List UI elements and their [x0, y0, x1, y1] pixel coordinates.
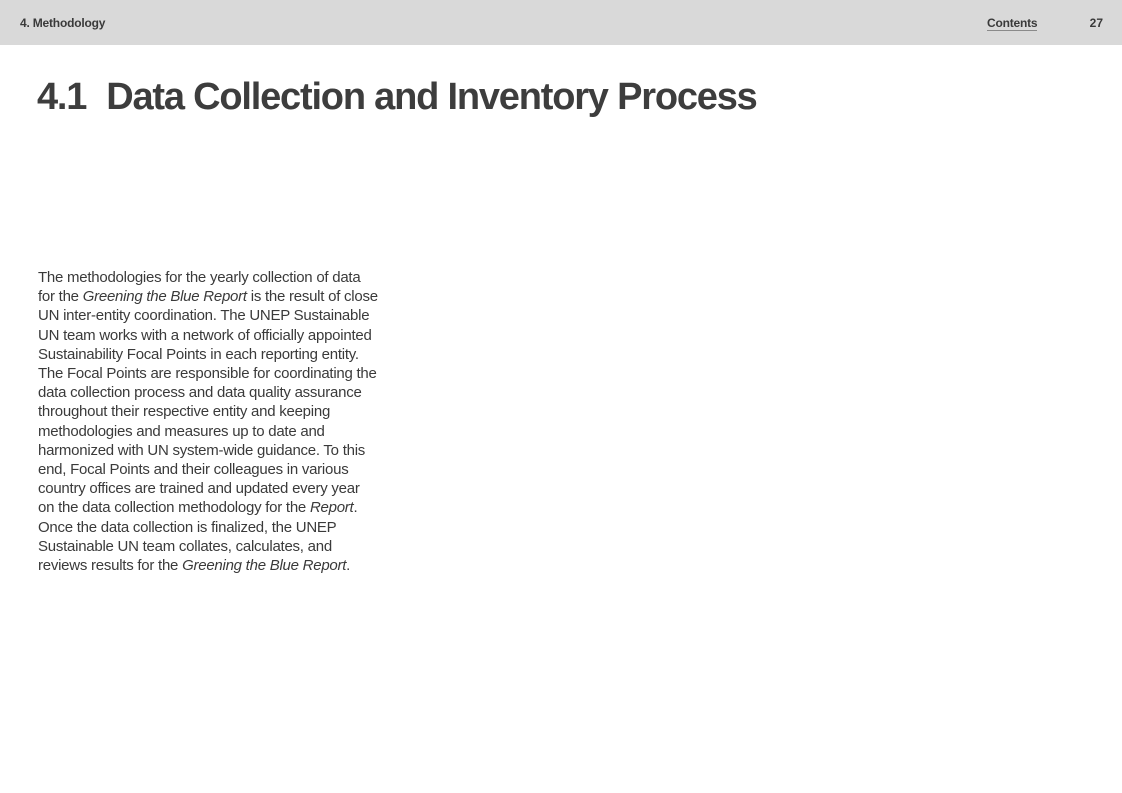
page-title [37, 76, 757, 119]
body-text-part: The methodologies for the yearly collection of data for the [38, 269, 361, 306]
body-text-part: . [346, 557, 351, 575]
top-bar [0, 0, 1122, 45]
body-text-part: is the result of close UN inter-entity coordination. The UNEP Sustainable UN team works with a network of officially appointed Sustainability Focal Points in each reporting entity. The Focal Points are responsible for coordinating the data collection process and data quality assurance throughout their respective entity and keeping methodologies and measures up to date and harmonized with UN system-wide guidance. To this end, Focal Points and their colleagues in various country offices are trained and updated every year on the data collection methodology for the [38, 288, 378, 517]
contents-link[interactable]: Contents [987, 16, 1038, 30]
section-title: Data Collection and Inventory Process [106, 76, 757, 118]
page-number: 27 [1089, 16, 1103, 30]
section-number: 4.1 [37, 76, 87, 118]
report-title-italic: Greening the Blue Report [82, 288, 247, 306]
section-label: 4. Methodology [20, 16, 106, 30]
report-title-italic: Greening the Blue Report [182, 557, 347, 575]
body-text-part: . Once the data collection is finalized, the UNEP Sustainable UN team collates, calculates, and reviews results for the [38, 499, 358, 575]
report-italic: Report [309, 499, 354, 517]
body-paragraph [38, 268, 378, 575]
